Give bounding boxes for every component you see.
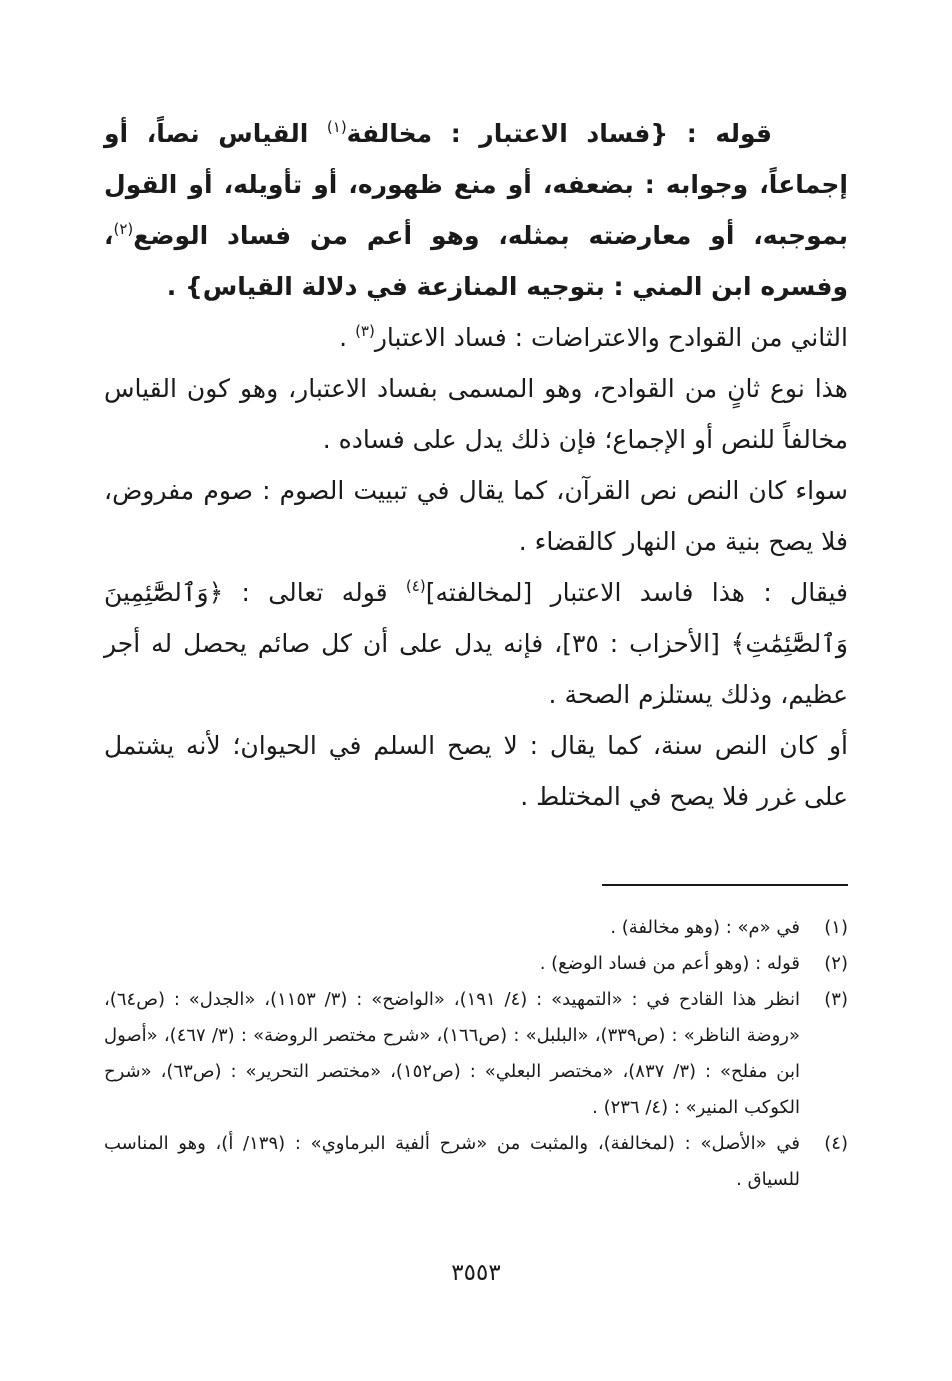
section-heading-text: الثاني من القوادح والاعتراضات : فساد الاعتبار — [374, 323, 848, 352]
footnote-divider — [602, 884, 848, 886]
paragraph-5-text: فيقال : هذا فاسد الاعتبار [لمخالفته] — [425, 578, 848, 607]
footnote-number: (٢) — [824, 953, 848, 974]
section-heading-end: . — [339, 323, 348, 352]
footnote-3 — [104, 982, 848, 1126]
quoted-text: قوله : {فساد الاعتبار : مخالفة — [346, 119, 772, 148]
page-number: ٣٥٥٣ — [451, 1260, 501, 1286]
footnote-number: (١) — [824, 917, 848, 938]
footnote-number: (٣) — [824, 989, 848, 1010]
main-text — [104, 108, 848, 822]
paragraph-5 — [104, 567, 848, 720]
footnote-text: في «الأصل» : (لمخالفة)، والمثبت من «شرح ألفية البرماوي» : (١٣٩/ أ)، وهو المناسب للسياق . — [104, 1133, 800, 1190]
footnote-text: قوله : (وهو أعم من فساد الوضع) . — [539, 953, 800, 974]
paragraph-6: أو كان النص سنة، كما يقال : لا يصح السلم في الحيوان؛ لأنه يشتمل على غرر فلا يصح في المختلط . — [104, 731, 848, 811]
quoted-text-cont: القياس نصاً، أو إجماعاً، وجوابه : بضعفه، أو منع ظهوره، أو تأويله، أو القول بموجبه، أو معارضته بمثله، وهو أعم من فساد الوضع — [104, 119, 848, 250]
paragraph-2 — [104, 312, 848, 363]
footnotes — [104, 910, 848, 1198]
paragraph-1 — [104, 108, 848, 312]
paragraph-3: هذا نوع ثانٍ من القوادح، وهو المسمى بفساد الاعتبار، وهو كون القياس مخالفاً للنص أو الإجماع؛ فإن ذلك يدل على فساده . — [104, 374, 848, 454]
footnote-ref-2: (٢) — [113, 220, 134, 238]
paragraph-4: سواء كان النص نص القرآن، كما يقال في تبييت الصوم : صوم مفروض، فلا يصح بنية من النهار كالقضاء . — [104, 476, 848, 556]
footnote-number: (٤) — [824, 1133, 848, 1154]
paragraph-5-tail: قوله تعالى : ﴿وَٱلصَّٰٓئِمِينَ وَٱلصَّٰٓئِمَٰتِ﴾ [الأحزاب : ٣٥]، فإنه يدل على أن كل صائم يحصل له أجر عظيم، وذلك يستلزم الصحة . — [104, 578, 848, 709]
footnote-ref-4: (٤) — [405, 577, 426, 595]
quoted-text-tail: ، وفسره ابن المني : بتوجيه المنازعة في دلالة القياس} . — [104, 221, 848, 301]
footnote-text: انظر هذا القادح في : «التمهيد» : (٤/ ١٩١)، «الواضح» : (٣/ ١١٥٣)، «الجدل» : (ص٦٤)، «روضة الناظر» : (ص٣٣٩)، «البلبل» : (ص١٦٦)، «شرح مختصر الروضة» : (٣/ ٤٦٧)، «أصول ابن مفلح» : (٣/ ٨٣٧)، «مختصر البعلي» : (ص١٥٢)، «مختصر التحرير» : (ص٦٣)، «شرح الكوكب المنير» : (٤/ ٢٣٦) . — [104, 989, 800, 1118]
footnote-text: في «م» : (وهو مخالفة) . — [610, 917, 800, 938]
footnote-ref-3: (٣) — [355, 322, 375, 340]
footnote-2 — [104, 946, 848, 982]
footnote-ref-1: (١) — [326, 118, 347, 136]
footnote-4 — [104, 1126, 848, 1198]
footnote-1 — [104, 910, 848, 946]
